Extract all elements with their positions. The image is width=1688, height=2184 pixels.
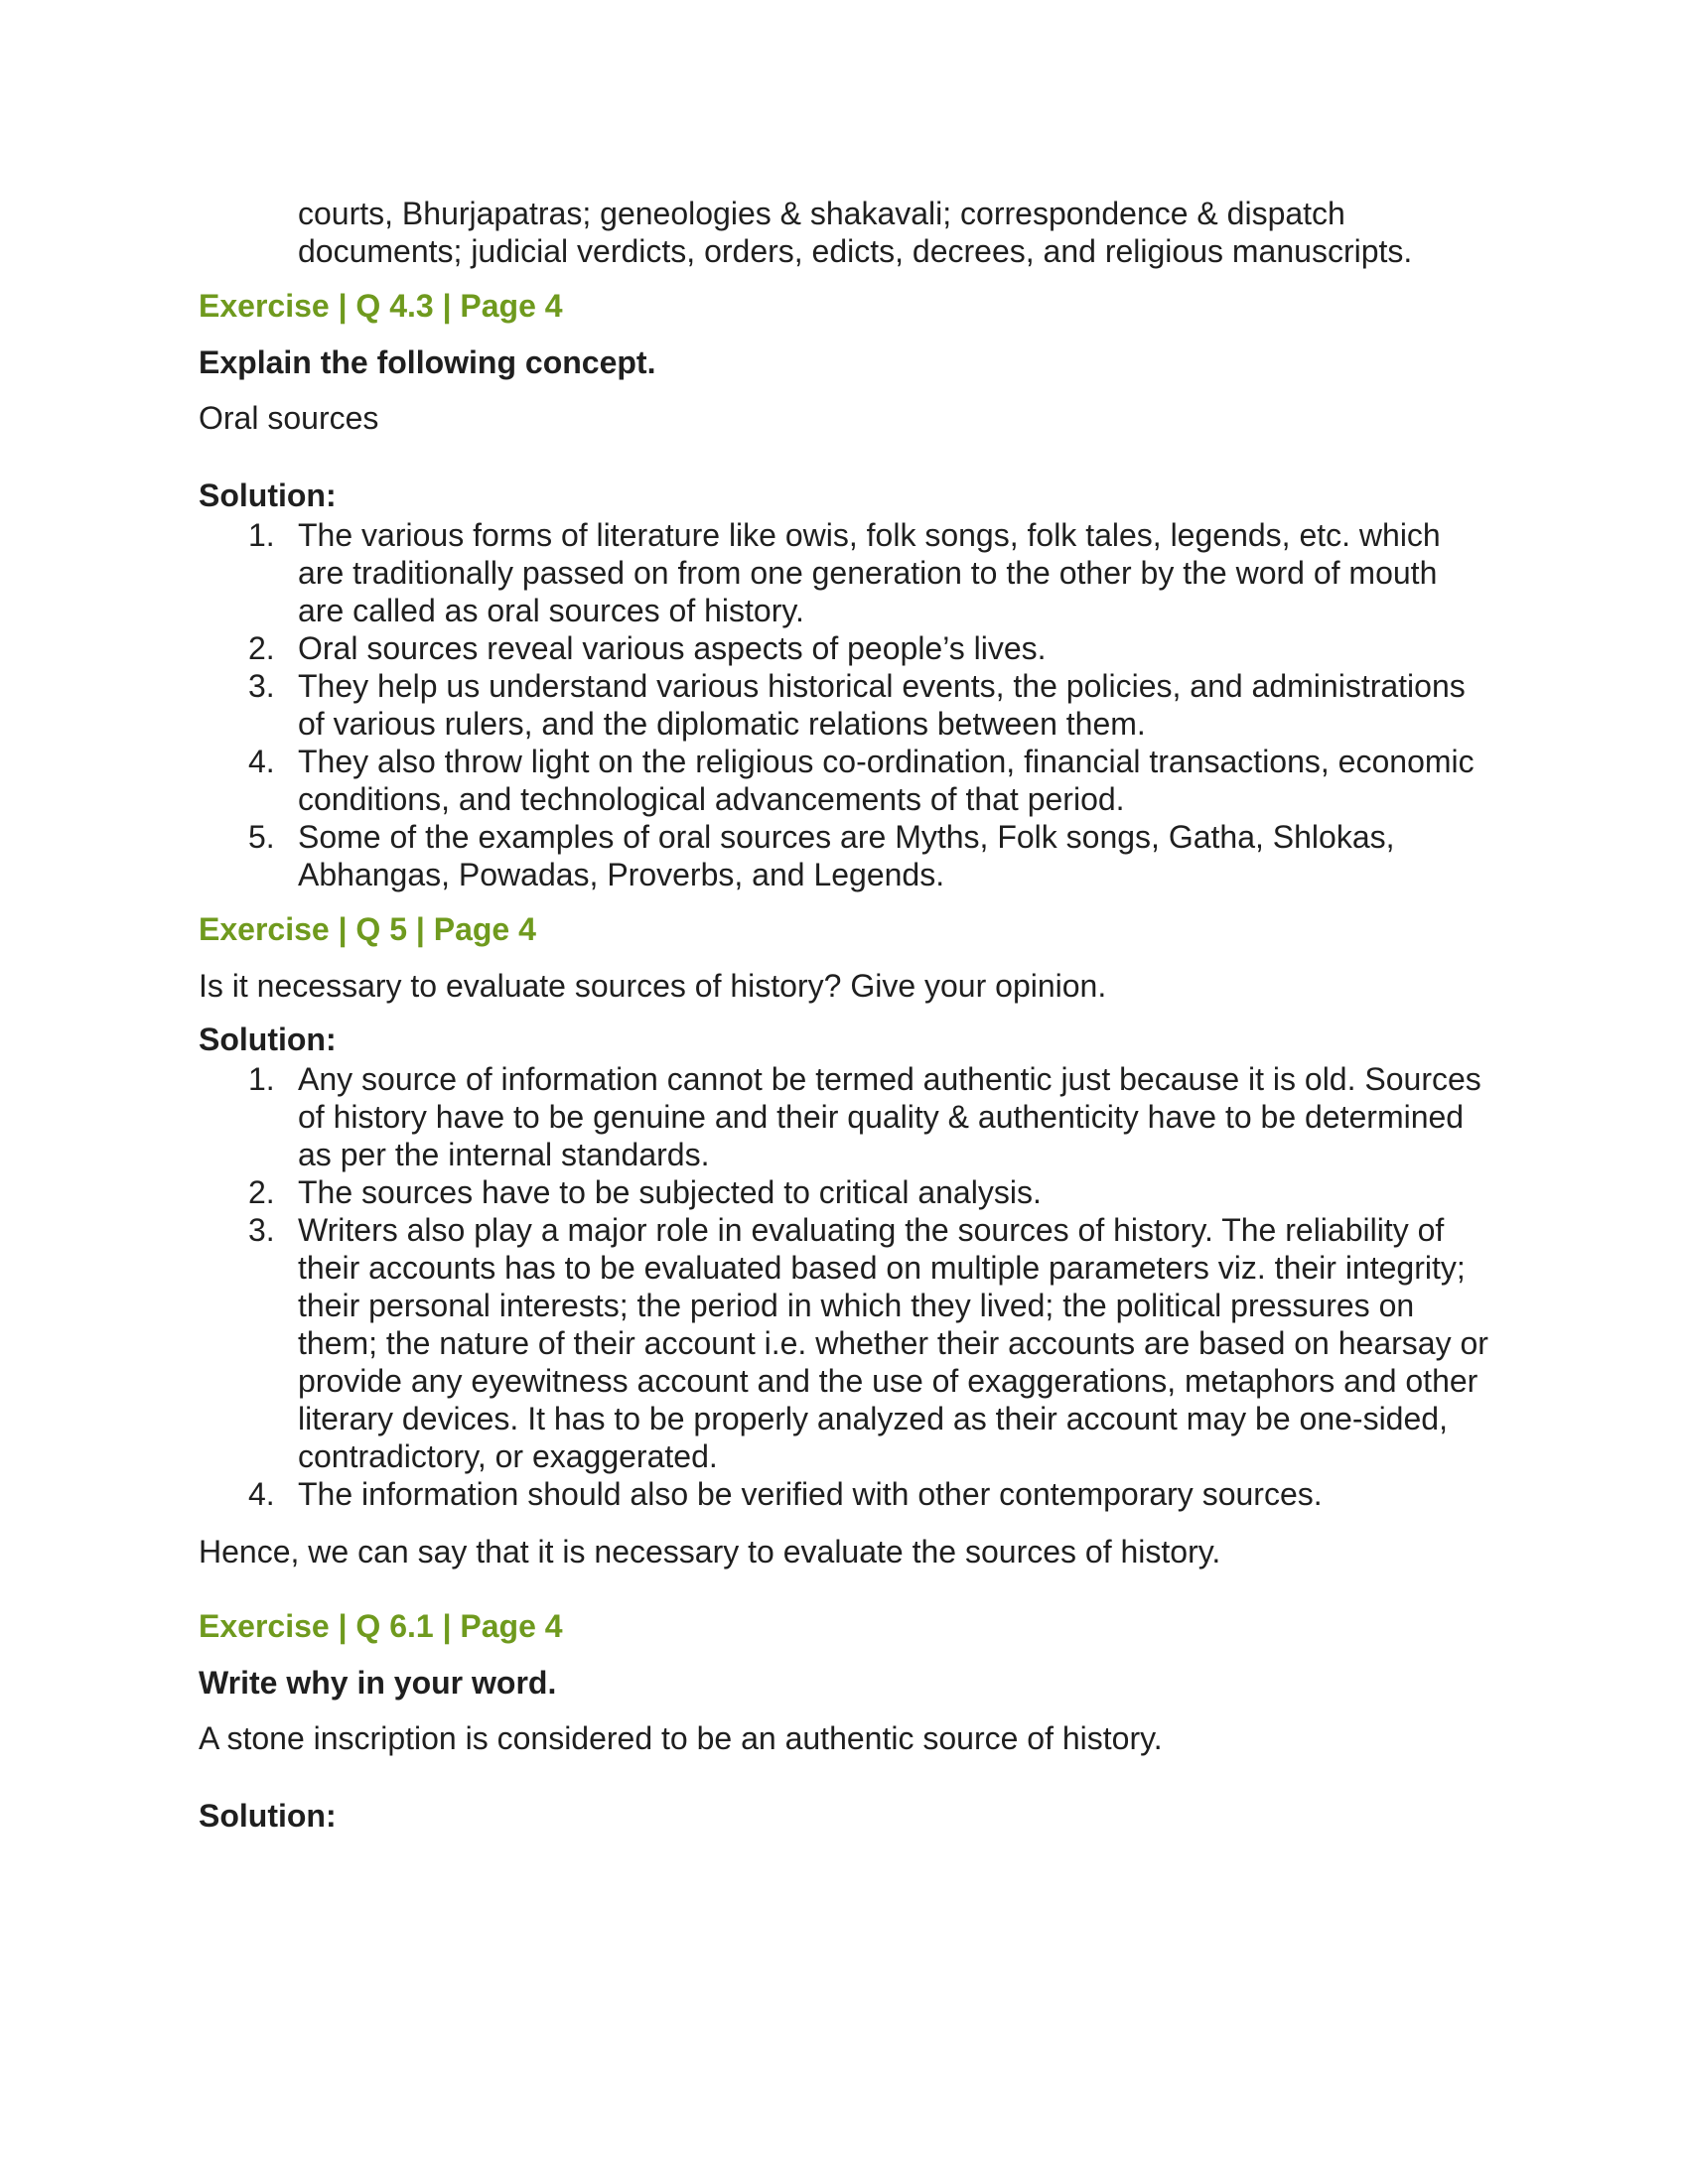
list-number: 4. xyxy=(248,1476,275,1512)
exercise-heading: Exercise | Q 6.1 | Page 4 xyxy=(199,1608,563,1644)
list-item xyxy=(199,1173,1489,1211)
list-item-text: Any source of information cannot be termed authentic just because it is old. Sources of history have to be genuine and their quality & authenticity have to be determined as per the internal standards. xyxy=(298,1061,1481,1172)
list-item-text: Some of the examples of oral sources are Myths, Folk songs, Gatha, Shlokas, Abhangas, Powadas, Proverbs, and Legends. xyxy=(298,819,1395,892)
list-item xyxy=(199,516,1489,629)
solution-list xyxy=(199,1060,1489,1513)
solution-label: Solution: xyxy=(199,1022,337,1057)
list-item xyxy=(199,818,1489,893)
document-page xyxy=(199,195,1489,1835)
list-item xyxy=(199,1475,1489,1513)
solution-list xyxy=(199,516,1489,893)
list-number: 2. xyxy=(248,1174,275,1210)
question-text: Is it necessary to evaluate sources of history? Give your opinion. xyxy=(199,968,1107,1004)
exercise-heading: Exercise | Q 5 | Page 4 xyxy=(199,911,536,947)
section-q4-3 xyxy=(199,286,1489,893)
solution-label: Solution: xyxy=(199,478,337,513)
continuation-text: courts, Bhurjapatras; geneologies & shakavali; correspondence & dispatch documents; judicial verdicts, orders, edicts, decrees, and religious manuscripts. xyxy=(298,196,1413,269)
list-item-text: The various forms of literature like owis, folk songs, folk tales, legends, etc. which are traditionally passed on from one generation to the other by the word of mouth are called as oral sources of history. xyxy=(298,517,1441,628)
list-item-text: Oral sources reveal various aspects of people’s lives. xyxy=(298,630,1047,666)
section-q5 xyxy=(199,909,1489,1570)
question-text: A stone inscription is considered to be an authentic source of history. xyxy=(199,1720,1163,1756)
conclusion-text: Hence, we can say that it is necessary to evaluate the sources of history. xyxy=(199,1534,1221,1570)
exercise-heading: Exercise | Q 4.3 | Page 4 xyxy=(199,288,563,324)
list-item-text: Writers also play a major role in evaluating the sources of history. The reliability of their accounts has to be evaluated based on multiple parameters viz. their integrity; their personal interests; the period in which they lived; the political pressures on them; the nature of their account i.e. whether their accounts are based on hearsay or provide any eyewitness account and the use of exaggerations, metaphors and other literary devices. It has to be properly analyzed as their account may be one-sided, contradictory, or exaggerated. xyxy=(298,1212,1488,1474)
solution-label: Solution: xyxy=(199,1798,337,1834)
section-q6-1 xyxy=(199,1606,1489,1835)
list-item-text: The information should also be verified with other contemporary sources. xyxy=(298,1476,1323,1512)
list-number: 3. xyxy=(248,1212,275,1248)
instruction-text: Write why in your word. xyxy=(199,1665,557,1701)
list-item xyxy=(199,1211,1489,1475)
list-item-text: They help us understand various historical events, the policies, and administrations of various rulers, and the diplomatic relations between them. xyxy=(298,668,1466,742)
list-item xyxy=(199,667,1489,743)
list-number: 1. xyxy=(248,1061,275,1097)
list-number: 5. xyxy=(248,819,275,855)
list-item xyxy=(199,629,1489,667)
question-text: Oral sources xyxy=(199,400,379,436)
list-item-text: The sources have to be subjected to critical analysis. xyxy=(298,1174,1042,1210)
list-item xyxy=(199,1060,1489,1173)
list-number: 1. xyxy=(248,517,275,553)
list-item xyxy=(199,743,1489,818)
instruction-text: Explain the following concept. xyxy=(199,344,656,380)
list-number: 4. xyxy=(248,744,275,779)
list-number: 2. xyxy=(248,630,275,666)
list-item-text: They also throw light on the religious co-ordination, financial transactions, economic conditions, and technological advancements of that period. xyxy=(298,744,1475,817)
list-number: 3. xyxy=(248,668,275,704)
